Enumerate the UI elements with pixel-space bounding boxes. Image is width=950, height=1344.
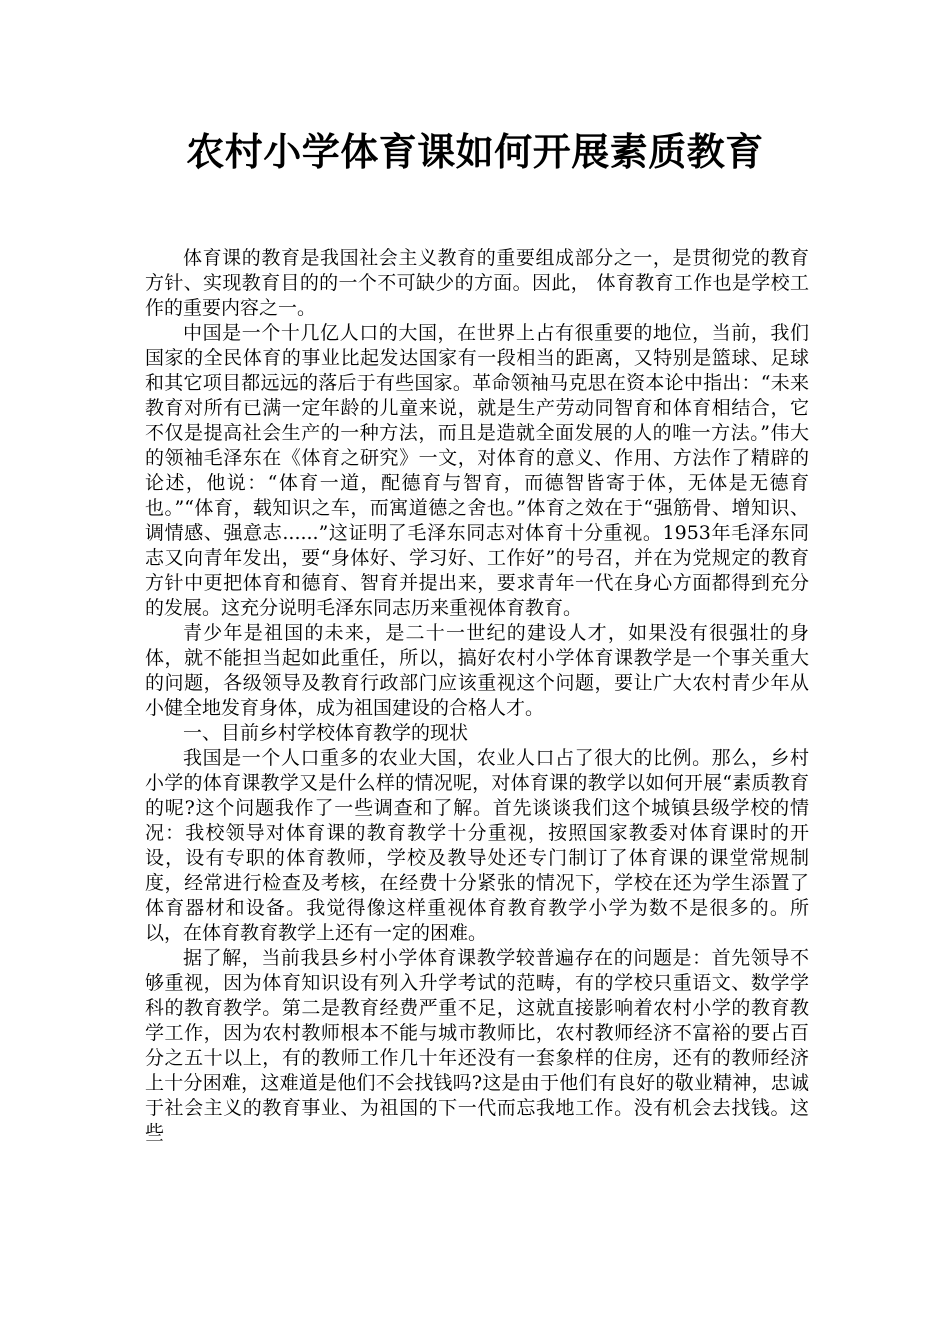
paragraph-intro: 体育课的教育是我国社会主义教育的重要组成部分之一，是贯彻党的教育方针、实现教育目的的一个不可缺少的方面。因此， 体育教育工作也是学校工作的重要内容之一。 xyxy=(145,247,809,319)
paragraph-problems: 据了解，当前我县乡村小学体育课教学较普遍存在的问题是：首先领导不够重视，因为体育知识设有列入升学考试的范畴，有的学校只重语文、数学学科的教育教学。第二是教育经费严重不足，这就直接影响着农村小学的教育教学工作，因为农村教师根本不能与城市教师比，农村教师经济不富裕的要占百分之五十以上，有的教师工作几十年还没有一套象样的住房，还有的教师经济上十分困难，这难道是他们不会找钱吗?这是由于他们有良好的敬业精神，忠诚于社会主义的教育事业、为祖国的下一代而忘我地工作。没有机会去找钱。这些 xyxy=(145,947,809,1144)
section-heading: 一、目前乡村学校体育教学的现状 xyxy=(183,722,469,744)
paragraph-current-status: 我国是一个人口重多的农业大国，农业人口占了很大的比例。那么，乡村小学的体育课教学又是什么样的情况呢，对体育课的教学以如何开展“素质教育的呢?这个问题我作了一些调查和了解。首先谈谈我们这个城镇县级学校的情况：我校领导对体育课的教育教学十分重视，按照国家教委对体育课时的开设，设有专职的体育教师，学校及教导处还专门制订了体育课的课堂常规制度，经常进行检查及考核，在经费十分紧张的情况下，学校在还为学生添置了体育器材和设备。我觉得像这样重视体育教育教学小学为数不是很多的。所以，在体育教育教学上还有一定的困难。 xyxy=(145,747,809,944)
paragraph-youth: 青少年是祖国的未来，是二十一世纪的建设人才，如果没有很强壮的身体，就不能担当起如此重任，所以，搞好农村小学体育课教学是一个事关重大的问题，各级领导及教育行政部门应该重视这个问题，要让广大农村青少年从小健全地发育身体，成为祖国建设的合格人才。 xyxy=(145,622,809,719)
document-title: 农村小学体育课如何开展素质教育 xyxy=(186,129,764,174)
document-body xyxy=(145,246,809,1146)
paragraph-history: 中国是一个十几亿人口的大国，在世界上占有很重要的地位，当前，我们国家的全民体育的事业比起发达国家有一段相当的距离，又特别是篮球、足球和其它项目都远远的落后于有些国家。革命领袖马克思在资本论中指出：“未来教育对所有已满一定年龄的儿童来说，就是生产劳动同智育和体育相结合，它不仅是提高社会生产的一种方法，而且是造就全面发展的人的唯一方法。”伟大的领袖毛泽东在《体育之研究》一文，对体育的意义、作用、方法作了精辟的论述，他说：“体育一道，配德育与智育，而德智皆寄于体，无体是无德育也。”“体育，载知识之车，而寓道德之舍也。”体育之效在于“强筋骨、增知识、调情感、强意志......”这证明了毛泽东同志对体育十分重视。1953年毛泽东同志又向青年发出，要“身体好、学习好、工作好”的号召，并在为党规定的教育方针中更把体育和德育、智育并提出来，要求青年一代在身心方面都得到充分的发展。这充分说明毛泽东同志历来重视体育教育。 xyxy=(145,322,809,619)
